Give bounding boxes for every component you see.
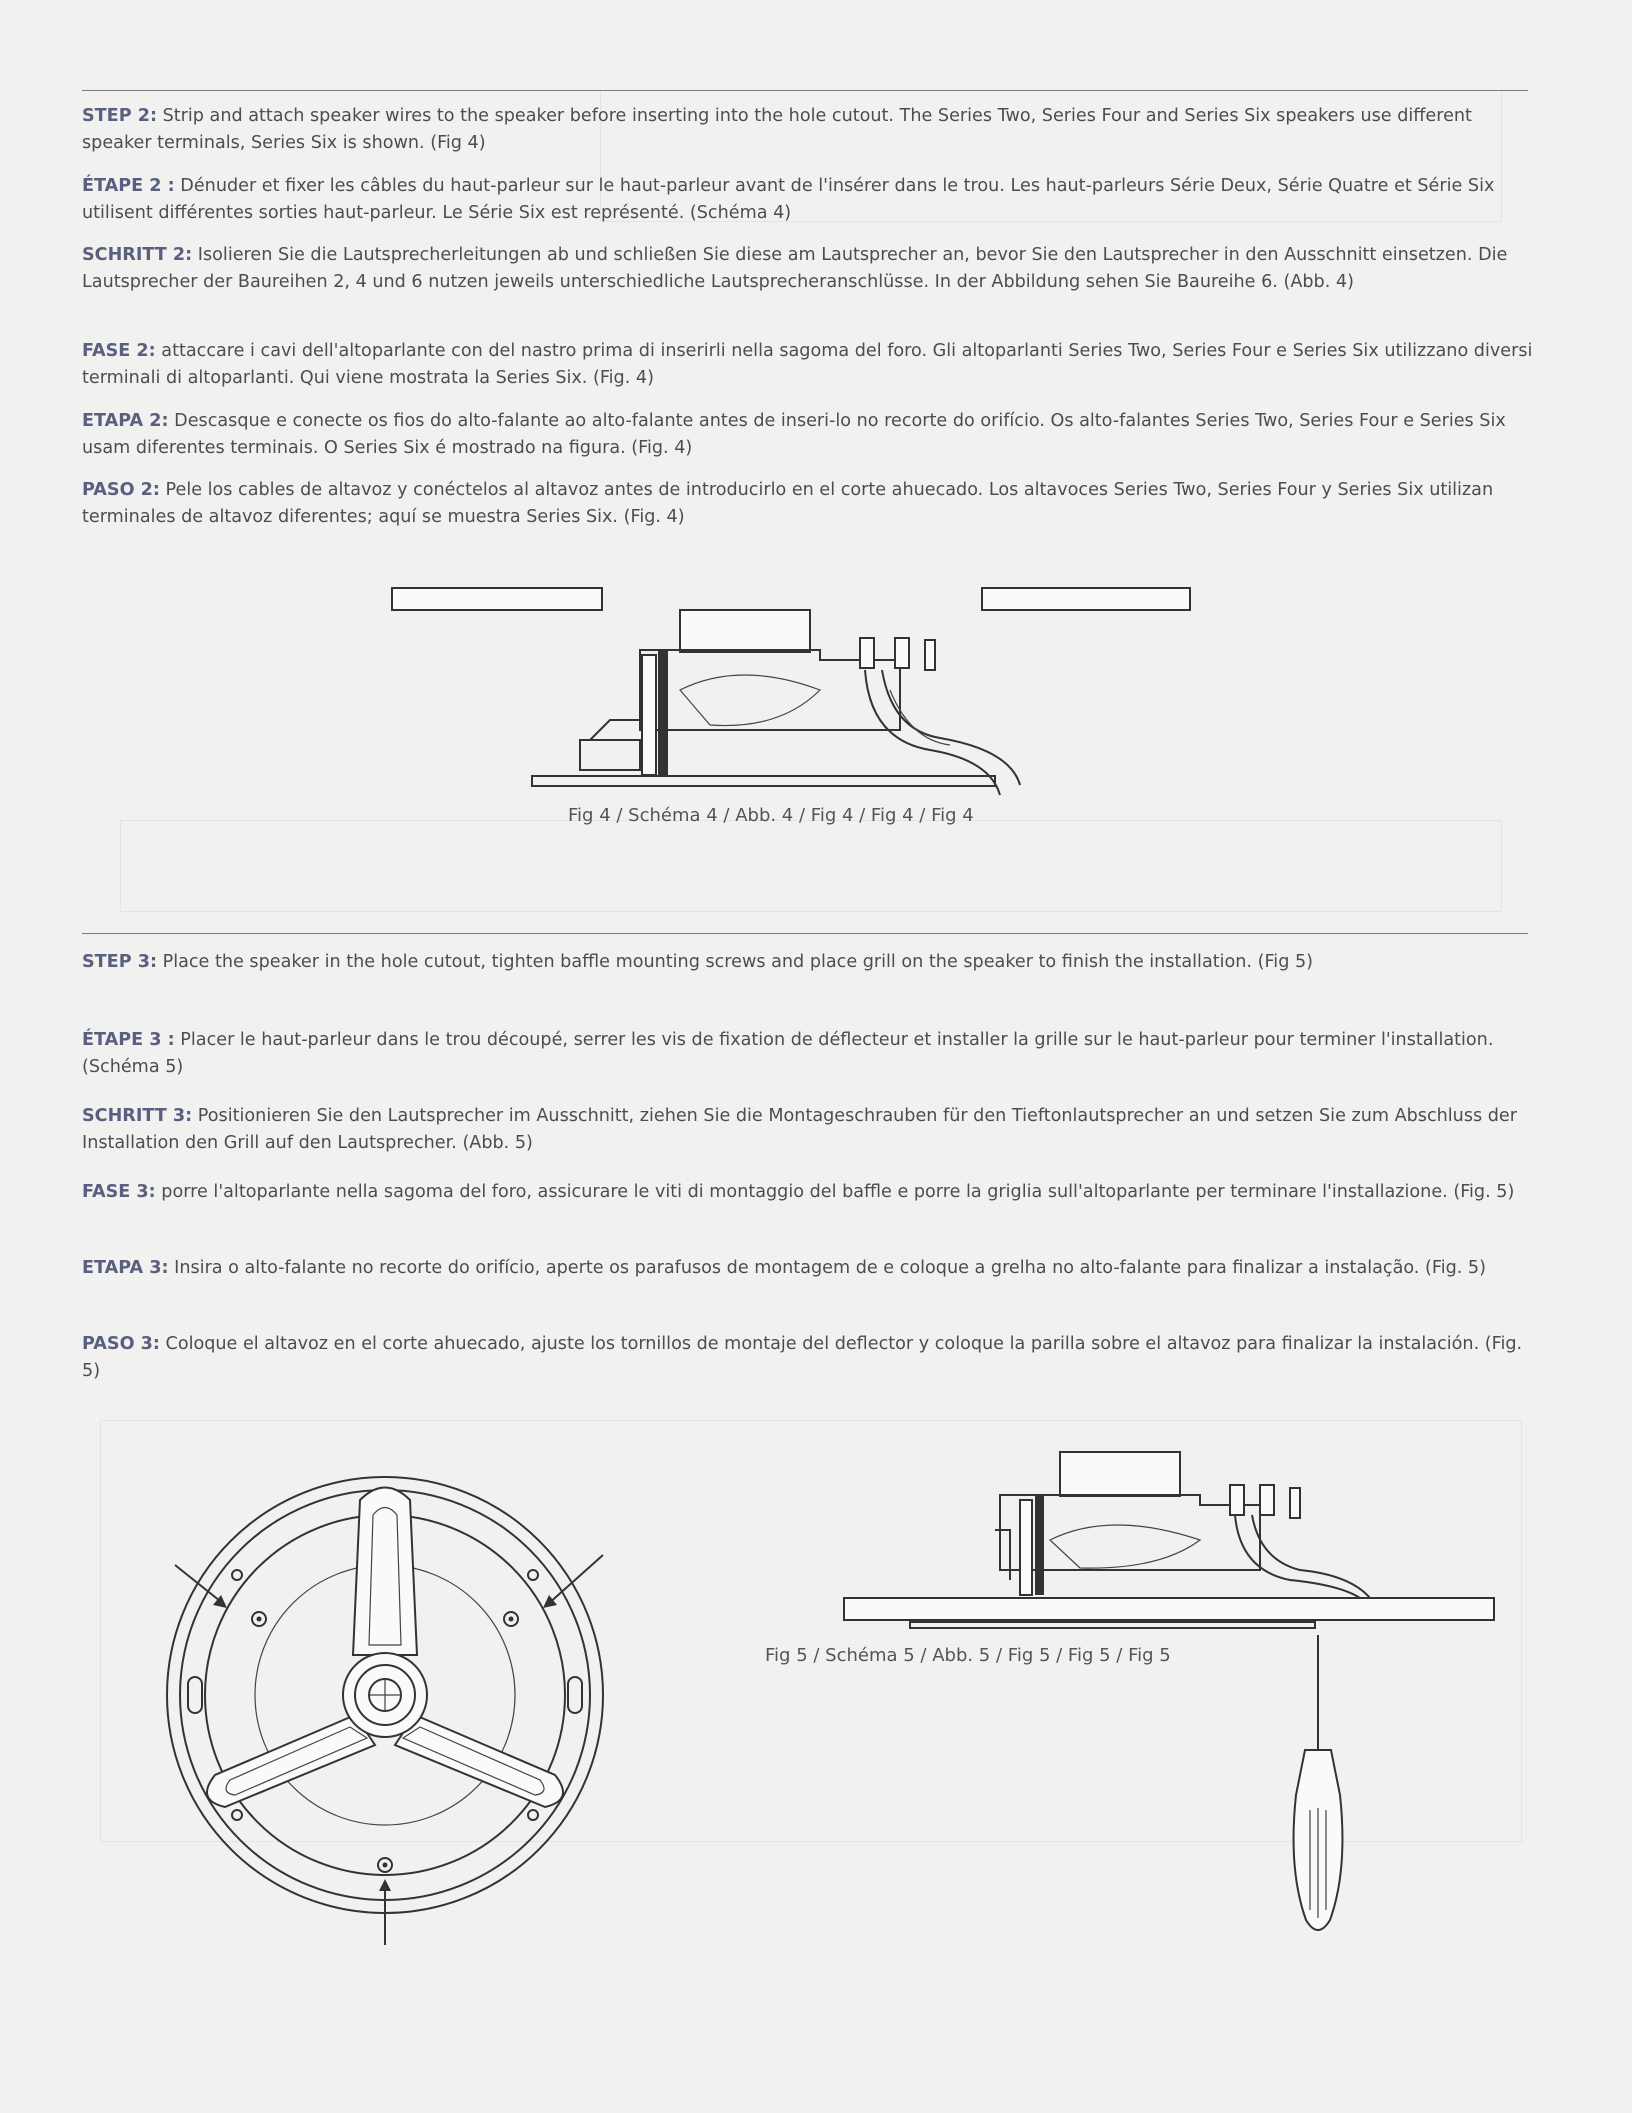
fig4-speaker-side-view — [520, 580, 1080, 810]
grill-spokes — [207, 1488, 563, 1808]
middle-rule — [82, 933, 1528, 934]
screwdriver-icon — [1294, 1635, 1343, 1930]
step3-de — [82, 1103, 1542, 1157]
step2-pt — [82, 408, 1542, 462]
step3-en — [82, 949, 1542, 976]
step2-en — [82, 103, 1542, 157]
step3-en-text: Place the speaker in the hole cutout, tighten baffle mounting screws and place grill on the speaker to finish the installation. (Fig 5) — [157, 952, 1314, 972]
step2-de — [82, 242, 1542, 296]
step3-es-text: Coloque el altavoz en el corte ahuecado, ajuste los tornillos de montaje del deflector y coloque la parilla sobre el altavoz para finalizar la instalación. (Fig. 5) — [82, 1334, 1523, 1381]
step2-pt-label: ETAPA 2: — [82, 411, 169, 431]
step3-it — [82, 1179, 1542, 1206]
bleed-through-table-mid — [120, 820, 1502, 912]
step2-en-label: STEP 2: — [82, 106, 157, 126]
fig5-caption: Fig 5 / Schéma 5 / Abb. 5 / Fig 5 / Fig 5 / Fig 5 — [765, 1645, 1171, 1666]
step2-de-text: Isolieren Sie die Lautsprecherleitungen ab und schließen Sie diese am Lautsprecher an, bevor Sie den Lautsprecher in den Ausschnitt einsetzen. Die Lautsprecher der Baureihen 2, 4 und 6 nutzen jeweils unterschiedliche Lautsprecheranschlüsse. In der Abbildung sehen Sie Baureihe 6. (Abb. 4) — [82, 245, 1508, 292]
fig5-speaker-installed-view — [840, 1450, 1520, 1970]
step3-it-label: FASE 3: — [82, 1182, 156, 1202]
step2-pt-text: Descasque e conecte os fios do alto-falante ao alto-falante antes de inseri-lo no recorte do orifício. Os alto-falantes Series Two, Series Four e Series Six usam diferentes terminais. O Series Six é mostrado na figura. (Fig. 4) — [82, 411, 1506, 458]
fig4-speaker-body — [532, 610, 995, 786]
step3-pt-label: ETAPA 3: — [82, 1258, 169, 1278]
ceiling-panel — [844, 1598, 1494, 1620]
step2-it-label: FASE 2: — [82, 341, 156, 361]
fig5-speaker-front-view — [155, 1455, 615, 1945]
step2-it — [82, 338, 1542, 392]
step3-en-label: STEP 3: — [82, 952, 157, 972]
step2-es — [82, 477, 1542, 531]
fig4-caption: Fig 4 / Schéma 4 / Abb. 4 / Fig 4 / Fig 4 / Fig 4 — [568, 805, 974, 826]
step3-fr-text: Placer le haut-parleur dans le trou découpé, serrer les vis de fixation de déflecteur et installer la grille sur le haut-parleur pour terminer l'installation. (Schéma 5) — [82, 1030, 1494, 1077]
fig4-left-slot — [392, 588, 602, 610]
speaker-flange — [910, 1622, 1315, 1628]
step2-en-text: Strip and attach speaker wires to the speaker before inserting into the hole cutout. The Series Two, Series Four and Series Six speakers use different speaker terminals, Series Six is shown. (Fig 4) — [82, 106, 1472, 153]
step2-de-label: SCHRITT 2: — [82, 245, 193, 265]
step3-es-label: PASO 3: — [82, 1334, 160, 1354]
step3-fr-label: ÉTAPE 3 : — [82, 1030, 175, 1050]
step3-fr — [82, 1027, 1542, 1081]
step3-de-label: SCHRITT 3: — [82, 1106, 193, 1126]
fig5-speaker-wire — [1235, 1515, 1370, 1598]
step3-de-text: Positionieren Sie den Lautsprecher im Ausschnitt, ziehen Sie die Montageschrauben für den Tieftonlautsprecher an und setzen Sie zum Abschluss der Installation den Grill auf den Lautsprecher. (Abb. 5) — [82, 1106, 1517, 1153]
step2-es-label: PASO 2: — [82, 480, 160, 500]
fig4-right-slot — [982, 588, 1190, 610]
step3-pt — [82, 1255, 1542, 1282]
step3-it-text: porre l'altoparlante nella sagoma del foro, assicurare le viti di montaggio del baffle e porre la griglia sull'altoparlante per terminare l'installazione. (Fig. 5) — [155, 1182, 1515, 1202]
top-rule — [82, 90, 1528, 91]
step3-pt-text: Insira o alto-falante no recorte do orifício, aperte os parafusos de montagem de e coloque a grelha no alto-falante para finalizar a instalação. (Fig. 5) — [168, 1258, 1486, 1278]
step3-es — [82, 1331, 1542, 1385]
step2-fr — [82, 173, 1542, 227]
step2-fr-text: Dénuder et fixer les câbles du haut-parleur sur le haut-parleur avant de l'insérer dans le trou. Les haut-parleurs Série Deux, Série Quatre et Série Six utilisent différentes sorties haut-parleur. Le Série Six est représenté. (Schéma 4) — [82, 176, 1495, 223]
step2-it-text: attaccare i cavi dell'altoparlante con del nastro prima di inserirli nella sagoma del foro. Gli altoparlanti Series Two, Series Four e Series Six utilizzano diversi terminali di altoparlanti. Qui viene mostrata la Series Six. (Fig. 4) — [82, 341, 1533, 388]
step2-fr-label: ÉTAPE 2 : — [82, 176, 175, 196]
step2-es-text: Pele los cables de altavoz y conéctelos al altavoz antes de introducirlo en el corte ahuecado. Los altavoces Series Two, Series Four y Series Six utilizan terminales de altavoz diferentes; aquí se muestra Series Six. (Fig. 4) — [82, 480, 1494, 527]
